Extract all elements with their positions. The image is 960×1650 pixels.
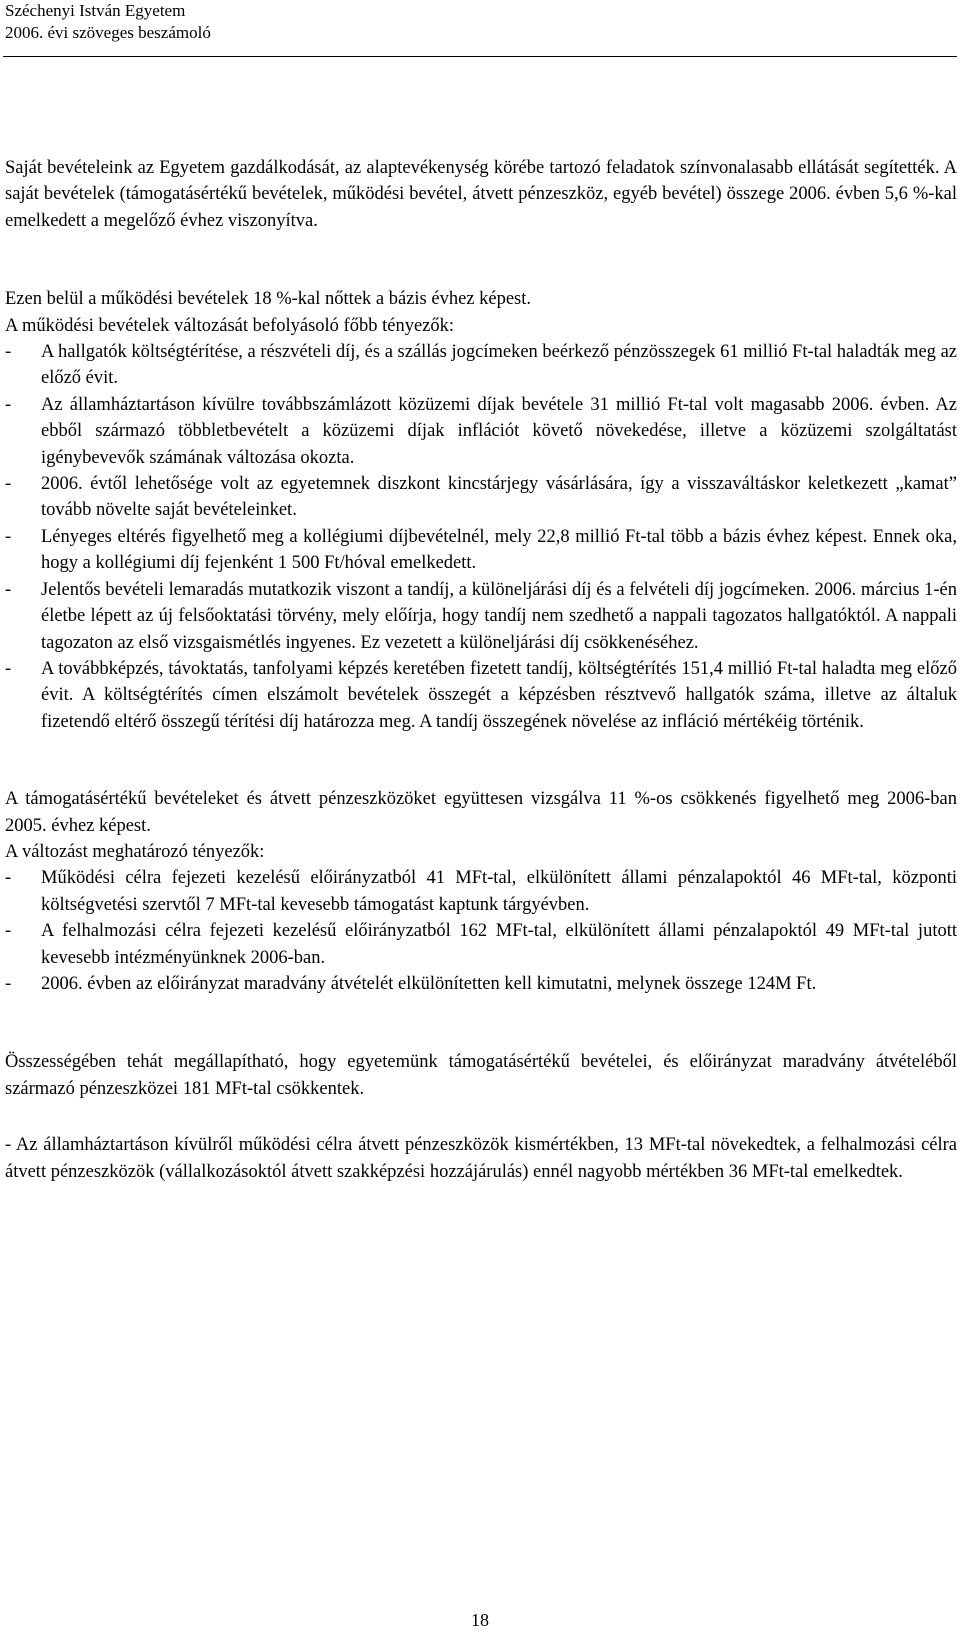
list-item-text: Lényeges eltérés figyelhető meg a kollégiumi díjbevételnél, mely 22,8 millió Ft-tal több a bázis évhez képest. Ennek oka, hogy a kollégiumi díj fejenként 1 500 Ft/hóval emelkedett. [41, 526, 957, 574]
list-item [5, 865, 957, 918]
list-item-text: 2006. évtől lehetősége volt az egyetemnek diszkont kincstárjegy vásárlására, így a visszaváltáskor keletkezett „kamat” tovább növelte saját bevételeinket. [41, 474, 957, 521]
list-item [5, 471, 957, 524]
page-header [5, 0, 211, 44]
list-item-text: Az államháztartáson kívülre továbbszámlázott közüzemi díjak bevétele 31 millió Ft-tal volt magasabb 2006. évben. Az ebből származó többletbevételt a közüzemi díjak inflációt követő növekedése, illetve a közüzemi szolgáltatást igénybevevők számának változása okozta. [41, 394, 957, 468]
list-item [5, 971, 957, 997]
paragraph-own-revenues: Saját bevételeink az Egyetem gazdálkodását, az alaptevékenység körébe tartozó feladatok színvonalasabb ellátását segítették. A saját bevételek (támogatásértékű bevételek, működési bevétel, átvett pénzeszköz, egyéb bevétel) összege 2006. évben 5,6 %-kal emelkedett a megelőző évhez viszonyítva. [5, 158, 957, 231]
list-dash: - [5, 579, 12, 600]
list-dash: - [5, 474, 12, 495]
list-item-text: 2006. évben az előirányzat maradvány átvételét elkülönítetten kell kimutatni, melynek összege 124M Ft. [41, 973, 817, 994]
list-dash: - [5, 658, 12, 679]
list-item-text: A továbbképzés, távoktatás, tanfolyami képzés keretében fizetett tandíj, költségtérítés 151,4 millió Ft-tal haladta meg előző évit. A költségtérítés címen elszámolt bevételek összegét a képzésben résztvevő hallgatók száma, illetve az általuk fizetendő eltérő összegű térítési díj határozza meg. A tandíj összegének növelése az infláció mértékéig történik. [41, 658, 957, 732]
header-report-title: 2006. évi szöveges beszámoló [5, 23, 211, 42]
list-item [5, 392, 957, 471]
list-item-text: Működési célra fejezeti kezelésű előirányzatból 41 MFt-tal, elkülönített állami pénzalapoktól 46 MFt-tal, központi költségvetési szervtől 7 MFt-tal kevesebb támogatást kaptunk tárgyévben. [41, 868, 957, 915]
list-item-text: A hallgatók költségtérítése, a részvételi díj, és a szállás jogcímeken beérkező pénzösszegek 61 millió Ft-tal haladták meg az előző évit. [41, 342, 957, 389]
operating-factors-list [5, 339, 957, 735]
list-item [5, 656, 957, 735]
paragraph-support-decrease: A támogatásértékű bevételeket és átvett pénzeszközöket együttesen vizsgálva 11 %-os csökkenés figyelhető meg 2006-ban 2005. évhez képest. [5, 789, 957, 836]
document-body [5, 155, 957, 1185]
header-institution: Széchenyi István Egyetem [5, 1, 186, 20]
paragraph-operating-increase: Ezen belül a működési bevételek 18 %-kal nőttek a bázis évhez képest. [5, 289, 532, 310]
paragraph-change-factors-intro: A változást meghatározó tényezők: [5, 841, 265, 862]
paragraph-external-transfers: - Az államháztartáson kívülről működési célra átvett pénzeszközök kismértékben, 13 MFt-tal növekedtek, a felhalmozási célra átvett pénzeszközök (vállalkozásoktól átvett szakképzési hozzájárulás) ennél nagyobb mértékben 36 MFt-tal emelkedtek. [5, 1135, 957, 1182]
list-item [5, 524, 957, 577]
list-dash: - [5, 921, 12, 942]
list-item-text: Jelentős bevételi lemaradás mutatkozik viszont a tandíj, a különeljárási díj és a felvételi díj jogcímeken. 2006. március 1-én életbe lépett az új felsőoktatási törvény, mely előírja, hogy tandíj nem szedhető a nappali tagozatos hallgatóktól. A nappali tagozaton az első vizsgaismétlés ingyenes. Ez vezetett a különeljárási díj csökkenéséhez. [41, 579, 957, 653]
paragraph-factors-intro: A működési bevételek változását befolyásoló főbb tényezők: [5, 315, 455, 336]
list-dash: - [5, 394, 12, 415]
header-divider [3, 56, 957, 57]
list-dash: - [5, 868, 12, 889]
support-factors-list [5, 865, 957, 997]
list-dash: - [5, 342, 12, 363]
list-item [5, 918, 957, 971]
list-item-text: A felhalmozási célra fejezeti kezelésű előirányzatból 162 MFt-tal, elkülönített állami pénzalapoktól 49 MFt-tal jutott kevesebb intézményünknek 2006-ban. [41, 921, 957, 968]
paragraph-summary: Összességében tehát megállapítható, hogy egyetemünk támogatásértékű bevételei, és előirányzat maradvány átvételéből származó pénzeszközei 181 MFt-tal csökkentek. [5, 1052, 957, 1099]
list-dash: - [5, 973, 12, 994]
list-item [5, 339, 957, 392]
page-number: 18 [471, 1610, 489, 1630]
list-dash: - [5, 526, 12, 547]
list-item [5, 577, 957, 656]
